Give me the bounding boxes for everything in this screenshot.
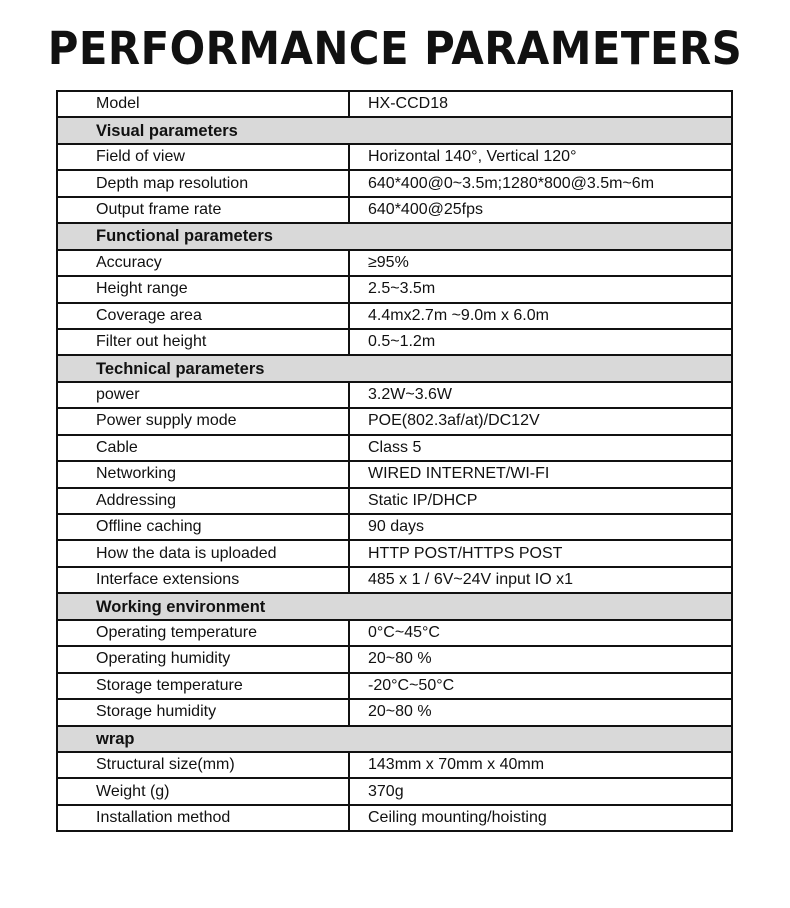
- param-value: 0.5~1.2m: [349, 329, 732, 355]
- param-label: Operating temperature: [57, 620, 349, 646]
- table-row: [57, 620, 732, 646]
- param-value: 370g: [349, 778, 732, 804]
- param-value: 640*400@25fps: [349, 197, 732, 223]
- section-heading: Visual parameters: [57, 117, 732, 143]
- param-label: Power supply mode: [57, 408, 349, 434]
- param-value: HX-CCD18: [349, 91, 732, 117]
- param-label: Networking: [57, 461, 349, 487]
- param-value: 2.5~3.5m: [349, 276, 732, 302]
- param-label: Model: [57, 91, 349, 117]
- param-label: Height range: [57, 276, 349, 302]
- table-row: [57, 540, 732, 566]
- table-row: [57, 461, 732, 487]
- table-row: [57, 170, 732, 196]
- param-label: How the data is uploaded: [57, 540, 349, 566]
- parameters-table: [56, 90, 733, 832]
- param-value: POE(802.3af/at)/DC12V: [349, 408, 732, 434]
- param-label: Operating humidity: [57, 646, 349, 672]
- section-heading: Working environment: [57, 593, 732, 619]
- param-value: 485 x 1 / 6V~24V input IO x1: [349, 567, 732, 593]
- table-row: [57, 488, 732, 514]
- param-value: Static IP/DHCP: [349, 488, 732, 514]
- param-value: WIRED INTERNET/WI-FI: [349, 461, 732, 487]
- param-value: 4.4mx2.7m ~9.0m x 6.0m: [349, 303, 732, 329]
- section-heading: wrap: [57, 726, 732, 752]
- param-value: Horizontal 140°, Vertical 120°: [349, 144, 732, 170]
- param-value: 20~80 %: [349, 646, 732, 672]
- section-heading: Technical parameters: [57, 355, 732, 381]
- page-title: PERFORMANCE PARAMETERS: [47, 22, 743, 75]
- param-value: 90 days: [349, 514, 732, 540]
- table-row: [57, 250, 732, 276]
- table-row: [57, 144, 732, 170]
- table-row: [57, 567, 732, 593]
- param-label: Filter out height: [57, 329, 349, 355]
- section-header-row: [57, 726, 732, 752]
- table-row: [57, 805, 732, 831]
- param-label: Installation method: [57, 805, 349, 831]
- table-row: [57, 303, 732, 329]
- param-label: Depth map resolution: [57, 170, 349, 196]
- table-row: [57, 329, 732, 355]
- section-header-row: [57, 117, 732, 143]
- param-label: Addressing: [57, 488, 349, 514]
- table-row: [57, 646, 732, 672]
- param-label: Cable: [57, 435, 349, 461]
- param-label: Structural size(mm): [57, 752, 349, 778]
- table-row: [57, 699, 732, 725]
- param-value: 20~80 %: [349, 699, 732, 725]
- param-label: Storage humidity: [57, 699, 349, 725]
- param-label: Coverage area: [57, 303, 349, 329]
- param-value: 3.2W~3.6W: [349, 382, 732, 408]
- param-value: -20°C~50°C: [349, 673, 732, 699]
- table-row: [57, 514, 732, 540]
- section-header-row: [57, 223, 732, 249]
- param-value: 640*400@0~3.5m;1280*800@3.5m~6m: [349, 170, 732, 196]
- param-value: HTTP POST/HTTPS POST: [349, 540, 732, 566]
- param-label: Weight (g): [57, 778, 349, 804]
- table-row: [57, 752, 732, 778]
- section-header-row: [57, 355, 732, 381]
- table-row: [57, 276, 732, 302]
- param-value: 143mm x 70mm x 40mm: [349, 752, 732, 778]
- param-value: 0°C~45°C: [349, 620, 732, 646]
- param-label: Storage temperature: [57, 673, 349, 699]
- param-value: Ceiling mounting/hoisting: [349, 805, 732, 831]
- param-label: power: [57, 382, 349, 408]
- section-header-row: [57, 593, 732, 619]
- table-row: [57, 673, 732, 699]
- table-row: [57, 408, 732, 434]
- table-row: [57, 778, 732, 804]
- param-value: Class 5: [349, 435, 732, 461]
- parameters-table-body: [57, 91, 732, 831]
- table-row: [57, 435, 732, 461]
- param-value: ≥95%: [349, 250, 732, 276]
- param-label: Field of view: [57, 144, 349, 170]
- table-row: [57, 197, 732, 223]
- param-label: Interface extensions: [57, 567, 349, 593]
- param-label: Offline caching: [57, 514, 349, 540]
- param-label: Accuracy: [57, 250, 349, 276]
- param-label: Output frame rate: [57, 197, 349, 223]
- section-heading: Functional parameters: [57, 223, 732, 249]
- table-row: [57, 382, 732, 408]
- table-row-model: [57, 91, 732, 117]
